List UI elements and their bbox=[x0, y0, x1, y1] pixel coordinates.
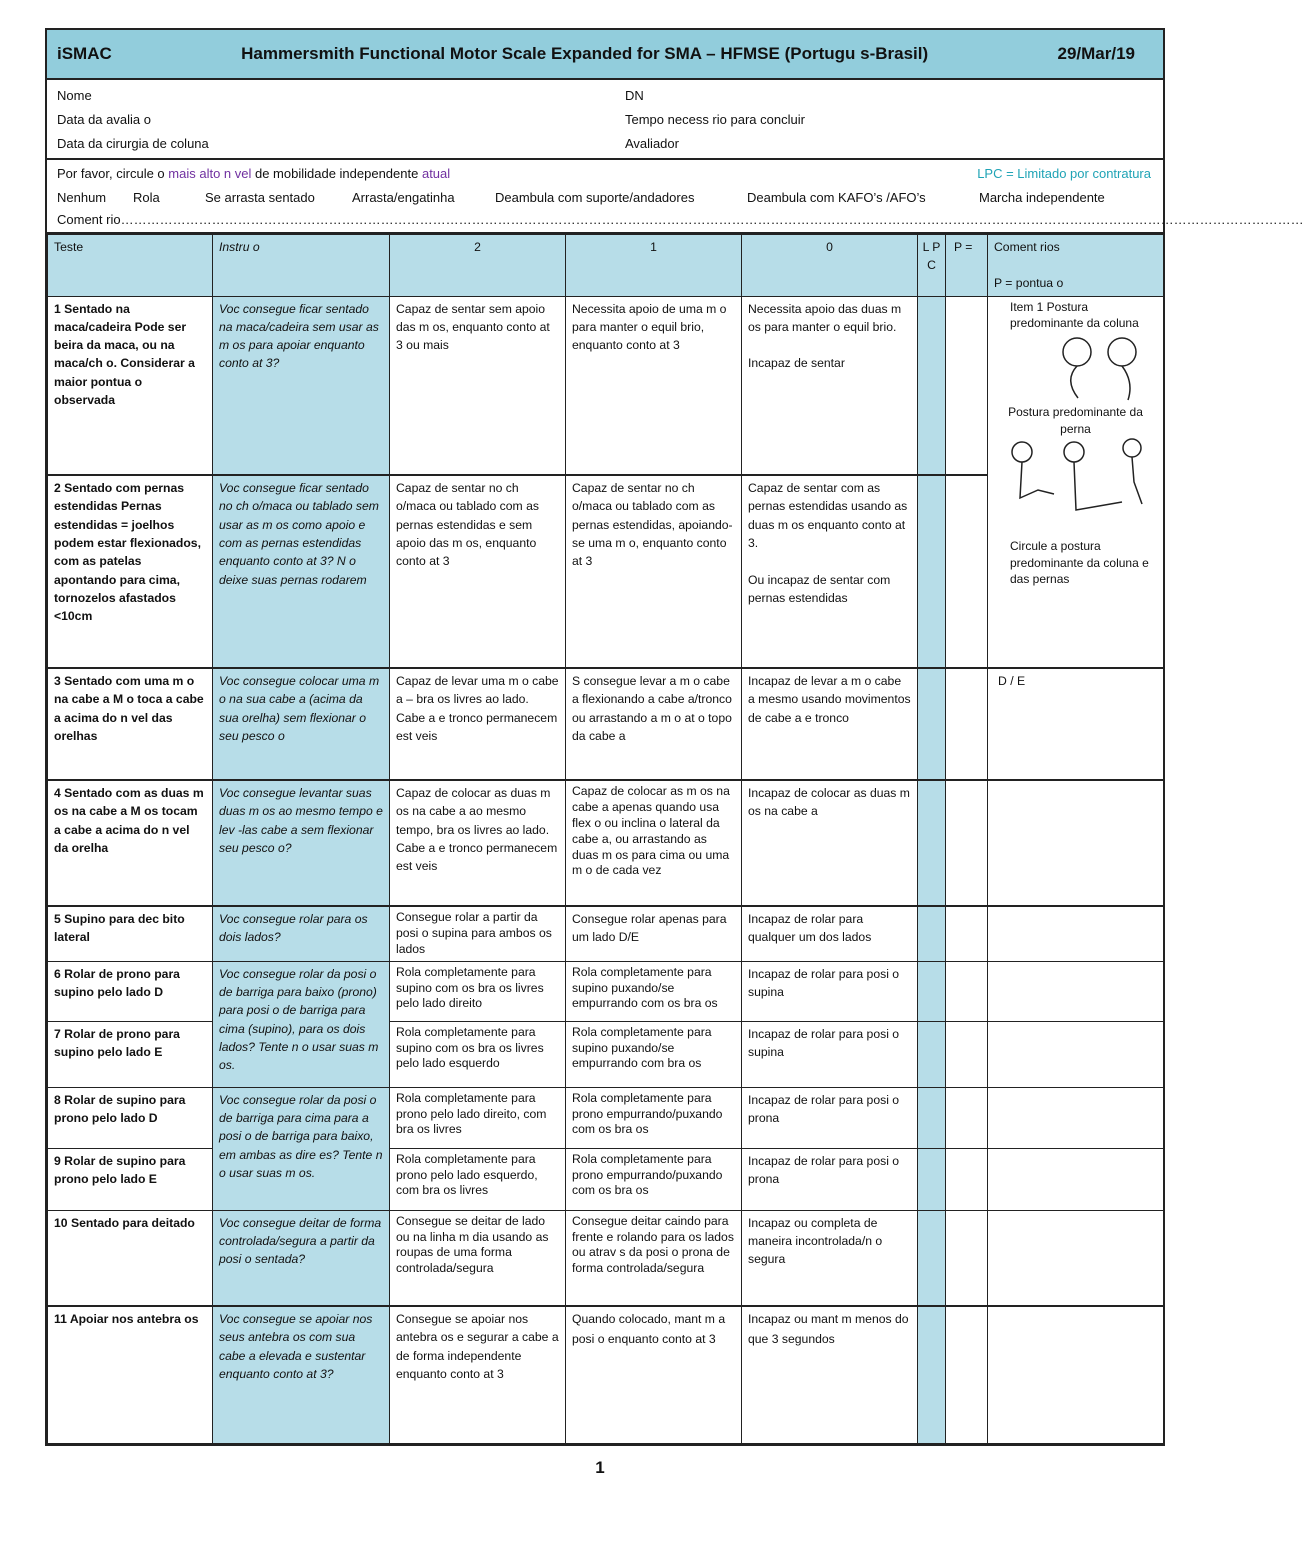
header-lpc: L P C bbox=[918, 235, 946, 297]
row-2-instrucao: Voc consegue ficar sentado no ch o/maca ou tablado sem usar as m os como apoio e com as pernas estendidas enquanto conto at 3? N o deixe suas pernas rodarem bbox=[213, 475, 390, 668]
row-8-teste: 8 Rolar de supino para prono pelo lado D bbox=[48, 1087, 213, 1148]
title-bar bbox=[47, 30, 1163, 80]
table-row bbox=[48, 906, 1164, 961]
row-4-score-0[interactable]: Incapaz de colocar as duas m os na cabe a bbox=[742, 780, 918, 906]
mobility-option-kafo[interactable]: Deambula com KAFO’s /AFO’s bbox=[747, 190, 926, 205]
spine-caption: Item 1 Postura predominante da coluna bbox=[1010, 299, 1139, 331]
header-score-2: 2 bbox=[390, 235, 566, 297]
table-header-row bbox=[48, 235, 1164, 297]
row-11-score-0[interactable]: Incapaz ou mant m menos do que 3 segundos bbox=[742, 1306, 918, 1443]
patient-info-section bbox=[47, 80, 1163, 160]
row-1-instrucao: Voc consegue ficar sentado na maca/cadeira sem usar as m os para apoiar enquanto conto at 3? bbox=[213, 296, 390, 475]
spine-posture-drawings[interactable] bbox=[992, 332, 1160, 402]
row-11-lpc[interactable] bbox=[918, 1306, 946, 1443]
row-11-p[interactable] bbox=[946, 1306, 988, 1443]
row-7-score-2[interactable]: Rola completamente para supino com os bra os livres pelo lado esquerdo bbox=[390, 1021, 566, 1087]
row-5-teste: 5 Supino para dec bito lateral bbox=[48, 906, 213, 961]
row-10-instrucao: Voc consegue deitar de forma controlada/segura a partir da posi o sentada? bbox=[213, 1210, 390, 1306]
row-6-lpc[interactable] bbox=[918, 961, 946, 1021]
row-11-score-2[interactable]: Consegue se apoiar nos antebra os e segurar a cabe a de forma independente enquanto conto at 3 bbox=[390, 1306, 566, 1443]
row-6-teste: 6 Rolar de prono para supino pelo lado D bbox=[48, 961, 213, 1021]
row-5-lpc[interactable] bbox=[918, 906, 946, 961]
row-3-instrucao: Voc consegue colocar uma m o na sua cabe a (acima da sua orelha) sem flexionar o seu pesco o bbox=[213, 668, 390, 780]
row-4-score-1[interactable]: Capaz de colocar as m os na cabe a apenas quando usa flex o ou inclina o lateral da cabe a, ou arrastando as duas m os para cima ou uma m o de cada vez bbox=[566, 780, 742, 906]
mobility-section bbox=[47, 160, 1304, 234]
mobility-option-marcha[interactable]: Marcha independente bbox=[979, 190, 1105, 205]
table-row bbox=[48, 961, 1164, 1021]
row-7-score-1[interactable]: Rola completamente para supino puxando/se empurrando com bra os bbox=[566, 1021, 742, 1087]
mobility-prompt bbox=[57, 166, 450, 181]
row-3-score-2[interactable]: Capaz de levar uma m o cabe a – bra os livres ao lado. Cabe a e tronco permanecem est veis bbox=[390, 668, 566, 780]
row-11-teste: 11 Apoiar nos antebra os bbox=[48, 1306, 213, 1443]
row-6-7-instrucao: Voc consegue rolar da posi o de barriga para baixo (prono) para posi o de barriga para cima (supino), para os dois lados? Tente n o usar suas m os. bbox=[213, 961, 390, 1087]
row-8-comentario[interactable] bbox=[988, 1087, 1164, 1148]
row-8-lpc[interactable] bbox=[918, 1087, 946, 1148]
row-4-lpc[interactable] bbox=[918, 780, 946, 906]
row-5-score-2[interactable]: Consegue rolar a partir da posi o supina para ambos os lados bbox=[390, 906, 566, 961]
prompt-part-c: de mobilidade independente bbox=[251, 166, 422, 181]
row-5-score-0[interactable]: Incapaz de rolar para qualquer um dos lados bbox=[742, 906, 918, 961]
header-teste: Teste bbox=[48, 235, 213, 297]
header-pontuacao-label: P = pontua o bbox=[994, 276, 1064, 291]
row-3-score-1[interactable]: S consegue levar a m o cabe a flexionando a cabe a/tronco ou arrastando a m o at o topo da cabe a bbox=[566, 668, 742, 780]
row-9-lpc[interactable] bbox=[918, 1148, 946, 1210]
row-3-lpc[interactable] bbox=[918, 668, 946, 780]
row-11-instrucao: Voc consegue se apoiar nos seus antebra os com sua cabe a elevada e sustentar enquanto conto at 3? bbox=[213, 1306, 390, 1443]
mobility-option-arrasta-sentado[interactable]: Se arrasta sentado bbox=[205, 190, 315, 205]
row-6-comentario[interactable] bbox=[988, 961, 1164, 1021]
row-6-score-2[interactable]: Rola completamente para supino com os bra os livres pelo lado direito bbox=[390, 961, 566, 1021]
row-4-p[interactable] bbox=[946, 780, 988, 906]
row-9-score-1[interactable]: Rola completamente para prono empurrando/puxando com os bra os bbox=[566, 1148, 742, 1210]
row-10-p[interactable] bbox=[946, 1210, 988, 1306]
row-7-lpc[interactable] bbox=[918, 1021, 946, 1087]
row-2-score-0[interactable]: Capaz de sentar com as pernas estendidas usando as duas m os enquanto conto at 3. Ou incapaz de sentar com pernas estendidas bbox=[742, 475, 918, 668]
row-4-comentario[interactable] bbox=[988, 780, 1164, 906]
prompt-part-a: Por favor, circule o bbox=[57, 166, 169, 181]
form-frame bbox=[45, 28, 1304, 1446]
header-comentarios bbox=[988, 235, 1164, 297]
row-10-comentario[interactable] bbox=[988, 1210, 1164, 1306]
row-9-score-2[interactable]: Rola completamente para prono pelo lado esquerdo, com bra os livres bbox=[390, 1148, 566, 1210]
data-avaliacao-field[interactable]: Data da avalia o bbox=[57, 112, 151, 127]
row-7-teste: 7 Rolar de prono para supino pelo lado E bbox=[48, 1021, 213, 1087]
form-title: Hammersmith Functional Motor Scale Expanded for SMA – HFMSE (Portugu s-Brasil) bbox=[241, 44, 929, 63]
row-3-p[interactable] bbox=[946, 668, 988, 780]
row-8-p[interactable] bbox=[946, 1087, 988, 1148]
row-8-score-0[interactable]: Incapaz de rolar para posi o prona bbox=[742, 1087, 918, 1148]
row-10-score-1[interactable]: Consegue deitar caindo para frente e rolando para os lados ou atrav s da posi o prona de forma controlada/segura bbox=[566, 1210, 742, 1306]
row-1-score-1[interactable]: Necessita apoio de uma m o para manter o equil brio, enquanto conto at 3 bbox=[566, 296, 742, 475]
row-10-score-2[interactable]: Consegue se deitar de lado ou na linha m dia usando as roupas de uma forma controlada/segura bbox=[390, 1210, 566, 1306]
row-10-teste: 10 Sentado para deitado bbox=[48, 1210, 213, 1306]
row-2-score-2[interactable]: Capaz de sentar no ch o/maca ou tablado com as pernas estendidas e sem apoio das m os, enquanto conto at 3 bbox=[390, 475, 566, 668]
header-p: P = bbox=[946, 235, 988, 297]
row-10-score-0[interactable]: Incapaz ou completa de maneira incontrolada/n o segura bbox=[742, 1210, 918, 1306]
row-3-teste: 3 Sentado com uma m o na cabe a M o toca a cabe a acima do n vel das orelhas bbox=[48, 668, 213, 780]
table-row bbox=[48, 1306, 1164, 1443]
row-8-9-instrucao: Voc consegue rolar da posi o de barriga para cima para a posi o de barriga para baixo, em ambas as dire es? Tente n o usar suas m os. bbox=[213, 1087, 390, 1210]
row-5-p[interactable] bbox=[946, 906, 988, 961]
row-2-lpc[interactable] bbox=[918, 475, 946, 668]
hfmse-table bbox=[47, 234, 1164, 1444]
row-8-score-2[interactable]: Rola completamente para prono pelo lado direito, com bra os livres bbox=[390, 1087, 566, 1148]
row-5-comentario[interactable] bbox=[988, 906, 1164, 961]
row-1-score-2[interactable]: Capaz de sentar sem apoio das m os, enquanto conto at 3 ou mais bbox=[390, 296, 566, 475]
row-9-score-0[interactable]: Incapaz de rolar para posi o prona bbox=[742, 1148, 918, 1210]
table-row bbox=[48, 1210, 1164, 1306]
row-6-score-0[interactable]: Incapaz de rolar para posi o supina bbox=[742, 961, 918, 1021]
row-3-comentario[interactable]: D / E bbox=[988, 668, 1164, 780]
row-11-score-1[interactable]: Quando colocado, mant m a posi o enquanto conto at 3 bbox=[566, 1306, 742, 1443]
row-4-teste: 4 Sentado com as duas m os na cabe a M os tocam a cabe a acima do n vel da orelha bbox=[48, 780, 213, 906]
row-9-teste: 9 Rolar de supino para prono pelo lado E bbox=[48, 1148, 213, 1210]
table-row bbox=[48, 296, 1164, 475]
row-1-score-0[interactable]: Necessita apoio das duas m os para manter o equil brio. Incapaz de sentar bbox=[742, 296, 918, 475]
row-1-teste: 1 Sentado na maca/cadeira Pode ser beira da maca, ou na maca/ch o. Considerar a maior pontua o observada bbox=[48, 296, 213, 475]
row-9-p[interactable] bbox=[946, 1148, 988, 1210]
prompt-part-b: mais alto n vel bbox=[168, 166, 252, 181]
row-1-lpc[interactable] bbox=[918, 296, 946, 475]
row-2-teste: 2 Sentado com pernas estendidas Pernas estendidas = joelhos podem estar flexionados, com as patelas apontando para cima, tornozelos afastados <10cm bbox=[48, 475, 213, 668]
row-11-comentario[interactable] bbox=[988, 1306, 1164, 1443]
tempo-field[interactable]: Tempo necess rio para concluir bbox=[625, 112, 805, 127]
dn-field[interactable]: DN bbox=[625, 88, 644, 103]
circle-caption: Circule a postura predominante da coluna e das pernas bbox=[1010, 538, 1149, 587]
mobility-option-engatinha[interactable]: Arrasta/engatinha bbox=[352, 190, 455, 205]
row-4-score-2[interactable]: Capaz de colocar as duas m os na cabe a ao mesmo tempo, bra os livres ao lado. Cabe a e tronco permanecem est veis bbox=[390, 780, 566, 906]
app-label: iSMAC bbox=[57, 44, 112, 63]
row-5-instrucao: Voc consegue rolar para os dois lados? bbox=[213, 906, 390, 961]
table-row bbox=[48, 1087, 1164, 1148]
form-date: 29/Mar/19 bbox=[1057, 44, 1135, 63]
header-score-0: 0 bbox=[742, 235, 918, 297]
row-7-score-0[interactable]: Incapaz de rolar para posi o supina bbox=[742, 1021, 918, 1087]
lpc-note: LPC = Limitado por contratura bbox=[977, 166, 1151, 181]
page-number: 1 bbox=[595, 1458, 605, 1477]
nome-field[interactable]: Nome bbox=[57, 88, 92, 103]
row-10-lpc[interactable] bbox=[918, 1210, 946, 1306]
posture-figure bbox=[992, 299, 1159, 589]
mobility-option-nenhum[interactable]: Nenhum bbox=[57, 190, 107, 205]
avaliador-field[interactable]: Avaliador bbox=[625, 136, 679, 151]
row-9-comentario[interactable] bbox=[988, 1148, 1164, 1210]
header-instrucao: Instru o bbox=[213, 235, 390, 297]
leg-caption: Postura predominante da perna bbox=[1008, 405, 1143, 436]
row-7-p[interactable] bbox=[946, 1021, 988, 1087]
table-row bbox=[48, 668, 1164, 780]
row-5-score-1[interactable]: Consegue rolar apenas para um lado D/E bbox=[566, 906, 742, 961]
row-2-score-1[interactable]: Capaz de sentar no ch o/maca ou tablado com as pernas estendidas, apoiando-se uma m o, enquanto conto at 3 bbox=[566, 475, 742, 668]
row-7-comentario[interactable] bbox=[988, 1021, 1164, 1087]
row-6-score-1[interactable]: Rola completamente para supino puxando/se empurrando com os bra os bbox=[566, 961, 742, 1021]
row-8-score-1[interactable]: Rola completamente para prono empurrando/puxando com os bra os bbox=[566, 1087, 742, 1148]
row-3-score-0[interactable]: Incapaz de levar a m o cabe a mesmo usando movimentos de cabe a e tronco bbox=[742, 668, 918, 780]
header-score-1: 1 bbox=[566, 235, 742, 297]
data-cirurgia-field[interactable]: Data da cirurgia de coluna bbox=[57, 136, 209, 151]
mobility-option-rola[interactable]: Rola bbox=[133, 190, 160, 205]
posture-figure-cell bbox=[988, 296, 1164, 668]
prompt-part-d: atual bbox=[421, 166, 451, 181]
row-1-p[interactable] bbox=[946, 296, 988, 475]
row-4-instrucao: Voc consegue levantar suas duas m os ao mesmo tempo e lev -las cabe a sem flexionar seu pesco o? bbox=[213, 780, 390, 906]
row-2-p[interactable] bbox=[946, 475, 988, 668]
leg-posture-drawings[interactable] bbox=[992, 438, 1160, 528]
mobility-comment[interactable]: Coment rio………………………………………………………………………………………………………………………………………………………………………………………………………………………………………………… bbox=[57, 212, 1304, 227]
row-6-p[interactable] bbox=[946, 961, 988, 1021]
mobility-option-suporte[interactable]: Deambula com suporte/andadores bbox=[495, 190, 695, 205]
table-row bbox=[48, 780, 1164, 906]
header-comentarios-label: Coment rios bbox=[994, 240, 1060, 254]
